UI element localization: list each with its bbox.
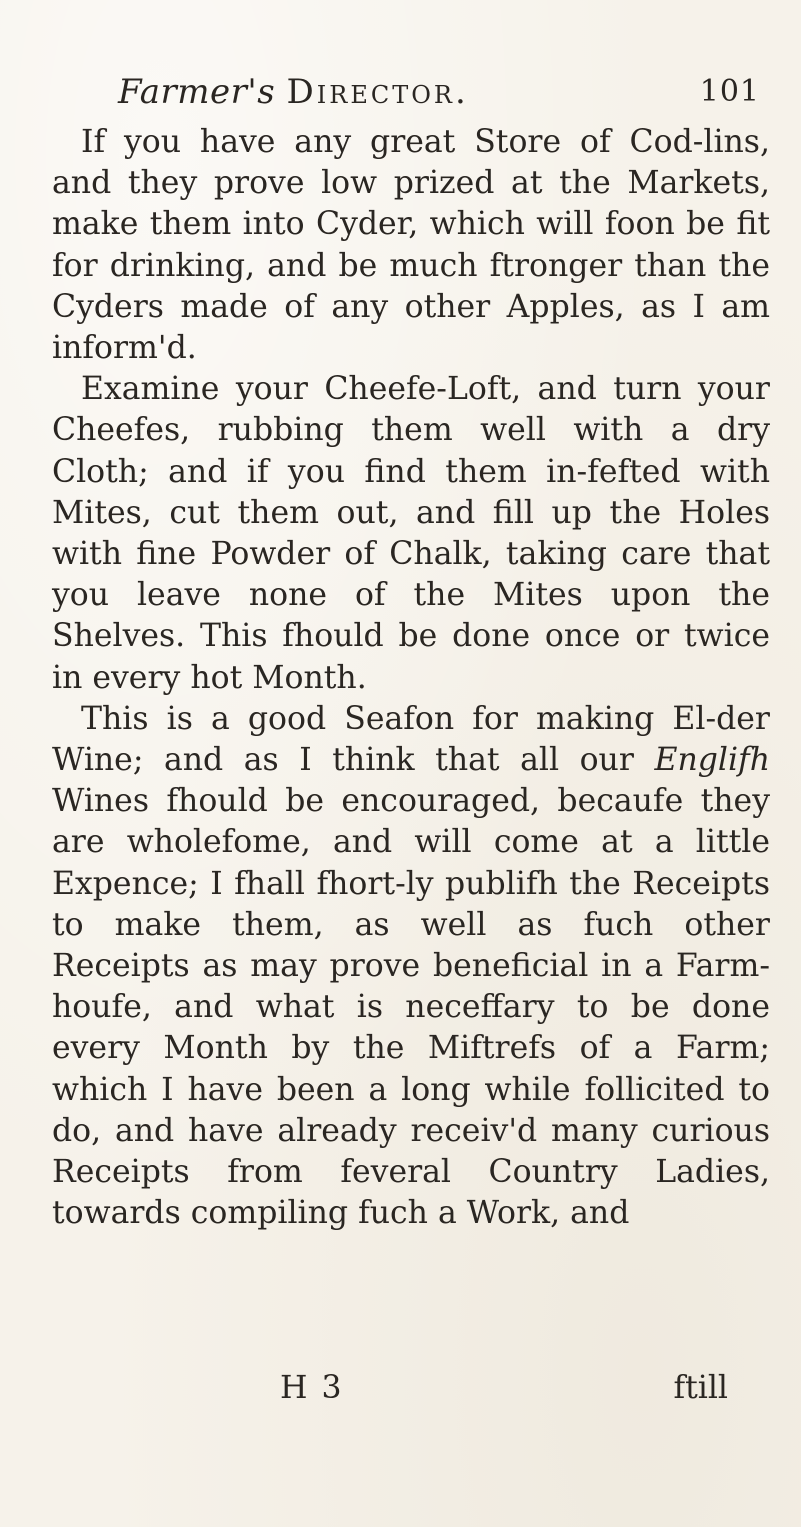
paragraph-elder-wine	[52, 699, 770, 1235]
running-title-smallcaps: Director.	[286, 72, 469, 112]
catchword: ftill	[673, 1370, 728, 1406]
running-title-italic: Farmer's	[118, 72, 276, 112]
paragraph-cheese-loft: Examine your Cheefe-Loft, and turn your Cheefes, rubbing them well with a dry Cloth; and if you find them in-fefted with Mites, cut them out, and fill up the Holes with fine Powder of Chalk, taking care that you leave none of the Mites upon the Shelves. This fhould be done once or twice in every hot Month.	[52, 371, 770, 696]
page-footer	[52, 1370, 770, 1412]
running-title	[118, 72, 469, 112]
paragraph-elder-wine-italic: Englifh	[654, 742, 770, 779]
paragraph-codlins: If you have any great Store of Cod-lins, and they prove low prized at the Markets, make them into Cyder, which will foon be fit for drinking, and be much ftronger than the Cyders made of any other Apples, as I am inform'd.	[52, 124, 770, 367]
page-number: 101	[699, 74, 760, 109]
page-header	[118, 72, 760, 116]
paragraph-elder-wine-text-a: This is a good Seafon for making El-der Wine; and as I think that all our	[52, 700, 770, 779]
body-text	[52, 122, 770, 1234]
signature-mark: H 3	[280, 1370, 344, 1406]
paragraph-elder-wine-text-b: Wines fhould be encouraged, becaufe they are wholefome, and will come at a little Expence; I fhall fhort-ly publifh the Receipts to make them, as well as fuch other Receipts as may prove beneficial in a Farm-houfe, and what is neceffary to be done every Month by the Miftrefs of a Farm; which I have been a long while follicited to do, and have already receiv'd many curious Receipts from feveral Country Ladies, towards compiling fuch a Work, and	[52, 783, 770, 1232]
